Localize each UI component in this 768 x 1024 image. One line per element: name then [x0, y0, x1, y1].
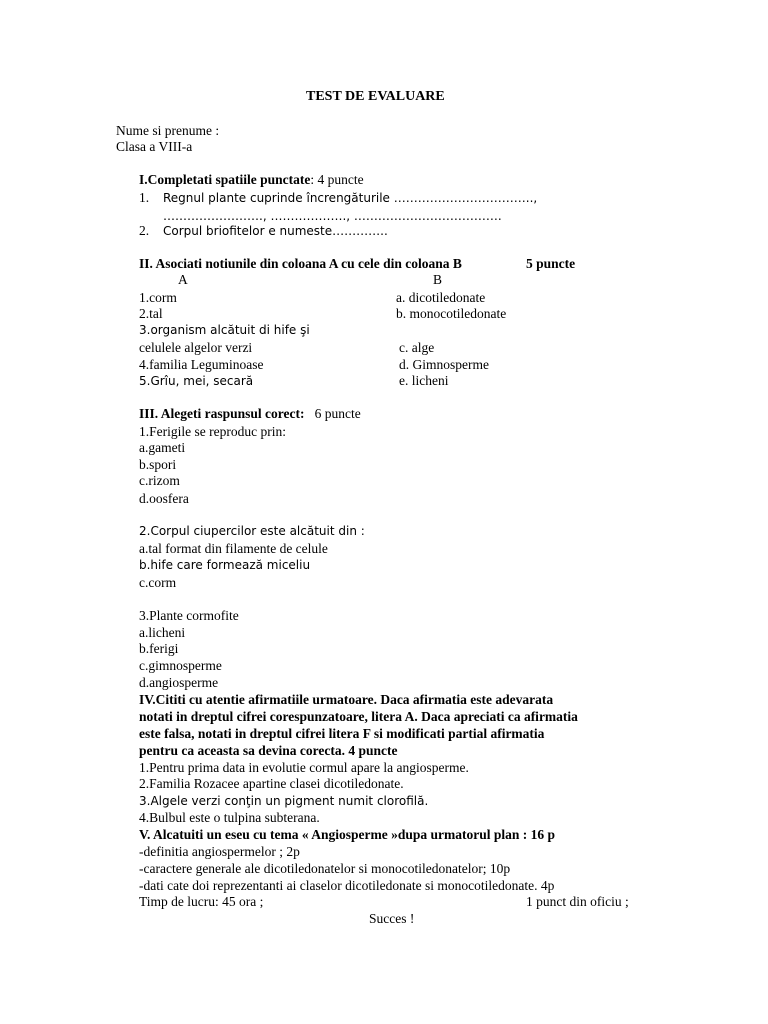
s3-q1-option: c.rizom	[139, 473, 180, 488]
section-5-heading: V. Alcatuiti un eseu cu tema « Angiosperme »dupa urmatorul plan : 16 p	[139, 827, 556, 842]
s4-statement: 4.Bulbul este o tulpina subterana.	[139, 810, 320, 825]
section-2-title: II. Asociati notiunile din coloana A cu cele din coloana B	[139, 256, 462, 271]
s1-q2-number: 2.	[139, 223, 150, 238]
col-b-item-a: a. dicotiledonate	[396, 290, 486, 305]
col-b-item-b: b. monocotiledonate	[396, 306, 507, 321]
section-4-heading-line: notati in dreptul cifrei corespunzatoare, litera A. Daca apreciati ca afirmatia	[139, 709, 578, 724]
name-label: Nume si prenume :	[116, 123, 220, 138]
s1-q2-text: Corpul briofitelor e numeste…………..	[163, 224, 388, 238]
s4-statement: 2.Familia Rozacee apartine clasei dicotiledonate.	[139, 776, 404, 791]
s5-plan-item: -caractere generale ale dicotiledonatelor si monocotiledonatelor; 10p	[139, 861, 511, 876]
col-a-item-1: 1.corm	[139, 290, 177, 305]
time-limit: Timp de lucru: 45 ora ;	[139, 894, 264, 909]
section-3-heading	[139, 406, 361, 422]
col-a-item-2: 2.tal	[139, 306, 163, 321]
col-a-item-4: 4.familia Leguminoase	[139, 357, 264, 372]
success-message: Succes !	[369, 911, 415, 926]
col-b-item-d: d. Gimnosperme	[399, 357, 489, 372]
s3-q2-option: b.hife care formează miceliu	[139, 558, 311, 572]
class-label: Clasa a VIII-a	[116, 139, 193, 154]
s3-q1-option: d.oosfera	[139, 491, 189, 506]
s3-q1-option: a.gameti	[139, 440, 186, 455]
section-3-title: III. Alegeti raspunsul corect:	[139, 406, 305, 421]
s3-q3-option: b.ferigi	[139, 641, 179, 656]
section-1-heading	[139, 172, 364, 188]
s4-statement: 1.Pentru prima data in evolutie cormul apare la angiosperme.	[139, 760, 469, 775]
s3-q1-option: b.spori	[139, 457, 177, 472]
col-a-item-3-cont: celulele algelor verzi	[139, 340, 253, 355]
column-b-header: B	[433, 272, 443, 287]
s3-q2: 2.Corpul ciupercilor este alcătuit din :	[139, 524, 365, 538]
s1-q1-text: Regnul plante cuprinde încrengăturile ……………………………..,	[163, 191, 538, 205]
s3-q3-option: c.gimnosperme	[139, 658, 222, 673]
section-2-points: 5 puncte	[526, 256, 576, 271]
col-b-item-c: c. alge	[399, 340, 435, 355]
s3-q2-option: a.tal format din filamente de celule	[139, 541, 328, 556]
s3-q2-option: c.corm	[139, 575, 177, 590]
col-a-item-5: 5.Grîu, mei, secară	[139, 374, 254, 388]
section-4-heading-line: pentru ca aceasta sa devina corecta. 4 puncte	[139, 743, 398, 758]
section-4-heading-line: este falsa, notati in dreptul cifrei litera F si modificati partial afirmatia	[139, 726, 545, 741]
s3-q3: 3.Plante cormofite	[139, 608, 239, 623]
s4-statement: 3.Algele verzi conţin un pigment numit clorofilă.	[139, 794, 429, 808]
section-1-title: I.Completati spatiile punctate	[139, 172, 311, 187]
section-3-points: 6 puncte	[314, 406, 361, 421]
page-title: TEST DE EVALUARE	[306, 89, 445, 104]
s5-plan-item: -dati cate doi reprezentanti ai claselor dicotiledonate si monocotiledonate. 4p	[139, 878, 555, 893]
s3-q3-option: d.angiosperme	[139, 675, 219, 690]
section-1-points: : 4 puncte	[310, 172, 364, 187]
s3-q3-option: a.licheni	[139, 625, 186, 640]
col-b-item-e: e. licheni	[399, 373, 449, 388]
office-point: 1 punct din oficiu ;	[526, 894, 629, 909]
s3-q1: 1.Ferigile se reproduc prin:	[139, 424, 286, 439]
s1-q1-number: 1.	[139, 190, 150, 205]
col-a-item-3: 3.organism alcătuit di hife şi	[139, 323, 310, 337]
column-a-header: A	[178, 272, 188, 287]
section-4-heading-line: IV.Cititi cu atentie afirmatiile urmatoare. Daca afirmatia este adevarata	[139, 692, 554, 707]
s1-q1-continuation: ……………………., ………………., ……………………………….	[163, 209, 502, 223]
s5-plan-item: -definitia angiospermelor ; 2p	[139, 844, 300, 859]
